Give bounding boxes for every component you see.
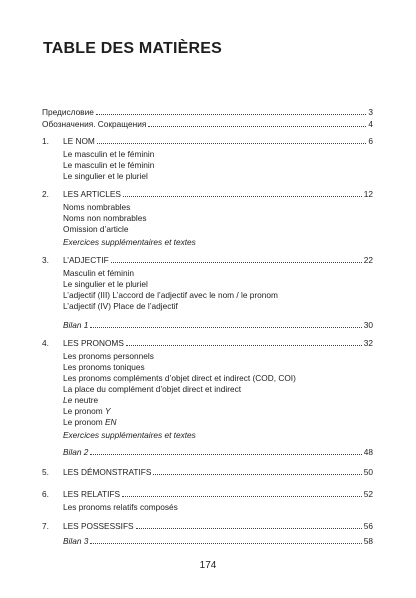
toc-entry-label: Обозначения. Сокращения	[42, 119, 147, 129]
toc-chapter-3[interactable]	[42, 255, 373, 266]
bilan-heading	[63, 320, 373, 331]
toc-page-number: 22	[363, 255, 373, 265]
toc-chapter-2[interactable]	[42, 189, 373, 200]
toc-subentry[interactable]: Le masculin et le féminin	[63, 149, 155, 159]
dot-leader	[111, 255, 362, 263]
page-title: TABLE DES MATIÈRES	[43, 40, 223, 57]
toc-subentry-pronom-y[interactable]	[63, 406, 111, 417]
toc-subentry[interactable]: Noms non nombrables	[63, 213, 147, 223]
toc-subentry[interactable]: Le singulier et le pluriel	[63, 279, 148, 289]
toc-subentry-pronom-en[interactable]	[63, 417, 117, 428]
toc-subentry-neutre[interactable]	[63, 395, 98, 406]
chapter-number: 3.	[42, 255, 49, 265]
bilan-heading	[63, 536, 373, 547]
toc-exercises[interactable]: Exercices supplémentaires et textes	[63, 237, 196, 247]
chapter-heading	[63, 489, 373, 500]
toc-subentry[interactable]: Les pronoms compléments d’objet direct et indirect (COD, COI)	[63, 373, 296, 383]
bilan-label: Bilan 3	[63, 536, 89, 546]
toc-subentry[interactable]: L’adjectif (III) L’accord de l’adjectif avec le nom / le pronom	[63, 290, 278, 300]
pronom-y-letter: Y	[104, 406, 111, 416]
dot-leader	[122, 489, 362, 497]
chapter-title: LES DÉMONSTRATIFS	[63, 467, 152, 477]
chapter-number: 4.	[42, 338, 49, 348]
toc-page-number: 12	[363, 189, 373, 199]
chapter-number: 1.	[42, 136, 49, 146]
toc-page-number: 32	[363, 338, 373, 348]
toc-page-number: 6	[368, 136, 373, 146]
toc-entry-label: Предисловие	[42, 107, 94, 117]
dot-leader	[123, 189, 362, 197]
toc-bilan-3[interactable]	[42, 536, 373, 547]
chapter-heading	[63, 255, 373, 266]
toc-subentry[interactable]: Les pronoms relatifs composés	[63, 502, 178, 512]
bilan-heading	[63, 447, 373, 458]
pronom-y-text: Le pronom	[63, 406, 105, 416]
pronom-en-letter: EN	[104, 417, 117, 427]
chapter-heading	[63, 338, 373, 349]
chapter-number: 7.	[42, 521, 49, 531]
toc-entry-abbreviations[interactable]	[42, 119, 373, 130]
toc-page-number: 3	[368, 107, 373, 117]
toc-chapter-1[interactable]	[42, 136, 373, 147]
chapter-title: LES PRONOMS	[63, 338, 124, 348]
toc-subentry[interactable]: L’adjectif (IV) Place de l’adjectif	[63, 301, 178, 311]
toc-subentry[interactable]: La place du complément d’objet direct et indirect	[63, 384, 242, 394]
toc-page-number: 50	[363, 467, 373, 477]
chapter-heading	[63, 521, 373, 532]
pronom-en-text: Le pronom	[63, 417, 105, 427]
chapter-title: LES RELATIFS	[63, 489, 121, 499]
toc-chapter-4[interactable]	[42, 338, 373, 349]
toc-subentry[interactable]: Le singulier et le pluriel	[63, 171, 148, 181]
toc-bilan-2[interactable]	[42, 447, 373, 458]
chapter-title: L’ADJECTIF	[63, 255, 109, 265]
toc-page-number: 4	[368, 119, 373, 129]
toc-subentry[interactable]: Masculin et féminin	[63, 268, 135, 278]
neutre-le: Le	[63, 395, 73, 405]
chapter-heading	[63, 189, 373, 200]
chapter-title: LE NOM	[63, 136, 95, 146]
dot-leader	[97, 136, 367, 144]
chapter-number: 6.	[42, 489, 49, 499]
dot-leader	[90, 320, 361, 328]
toc-page-number: 52	[363, 489, 373, 499]
neutre-rest: neutre	[72, 395, 99, 405]
dot-leader	[148, 119, 366, 127]
toc-page-number: 30	[363, 320, 373, 330]
toc-subentry[interactable]: Omission d’article	[63, 224, 129, 234]
bilan-label: Bilan 1	[63, 320, 89, 330]
dot-leader	[126, 338, 362, 346]
chapter-number: 5.	[42, 467, 49, 477]
toc-subentry[interactable]: Noms nombrables	[63, 202, 131, 212]
toc-chapter-6[interactable]	[42, 489, 373, 500]
chapter-title: LES POSSESSIFS	[63, 521, 134, 531]
toc-page-number: 48	[363, 447, 373, 457]
toc-subentry[interactable]: Les pronoms personnels	[63, 351, 154, 361]
dot-leader	[153, 467, 361, 475]
toc-chapter-7[interactable]	[42, 521, 373, 532]
toc-subentry[interactable]: Le masculin et le féminin	[63, 160, 155, 170]
chapter-title: LES ARTICLES	[63, 189, 121, 199]
dot-leader	[90, 447, 361, 455]
dot-leader	[136, 521, 362, 529]
bilan-label: Bilan 2	[63, 447, 89, 457]
toc-exercises[interactable]: Exercices supplémentaires et textes	[63, 430, 196, 440]
toc-subentry[interactable]: Les pronoms toniques	[63, 362, 145, 372]
toc-page-number: 58	[363, 536, 373, 546]
toc-bilan-1[interactable]	[42, 320, 373, 331]
toc-entry-preface[interactable]	[42, 107, 373, 118]
dot-leader	[90, 536, 361, 544]
toc-chapter-5[interactable]	[42, 467, 373, 478]
chapter-heading	[63, 136, 373, 147]
dot-leader	[96, 107, 367, 115]
toc-page-number: 56	[363, 521, 373, 531]
chapter-number: 2.	[42, 189, 49, 199]
page-number: 174	[199, 560, 217, 571]
chapter-heading	[63, 467, 373, 478]
